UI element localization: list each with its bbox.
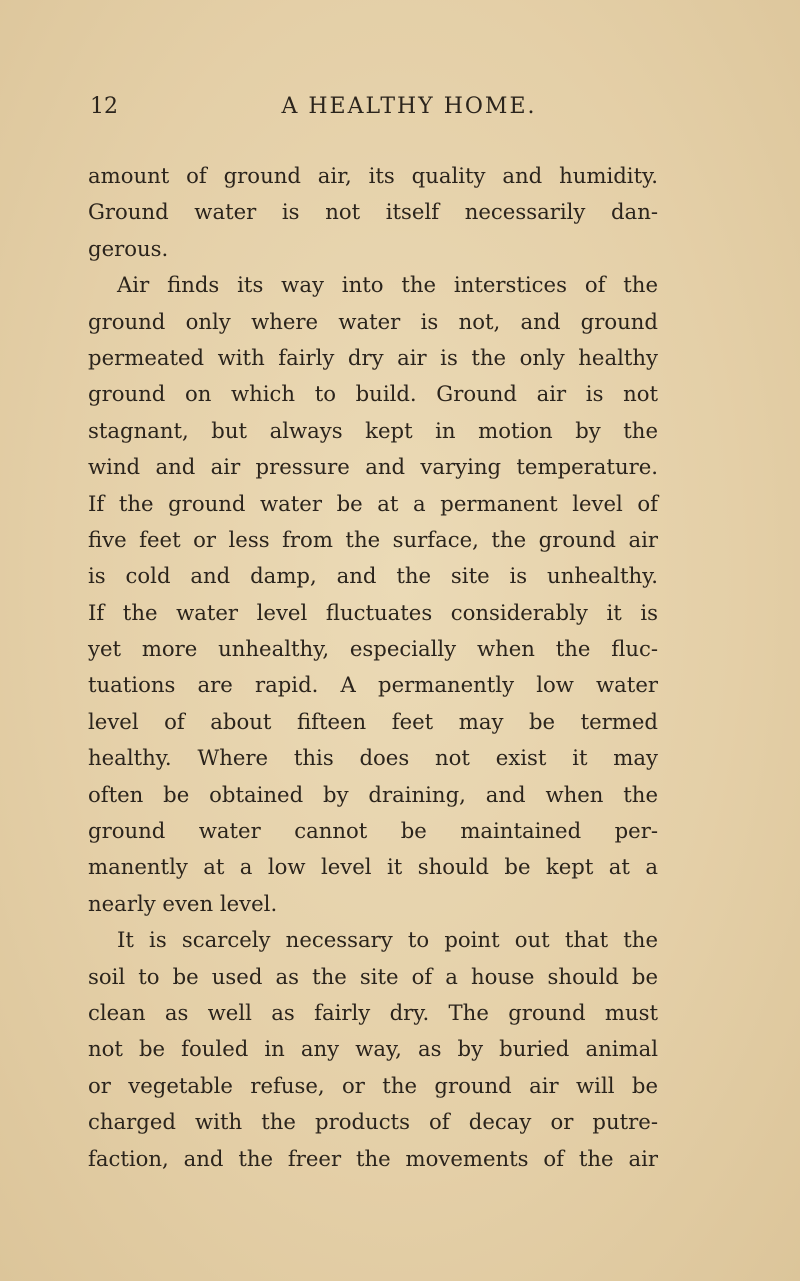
text-line: amount of ground air, its quality and humidity. — [88, 163, 658, 188]
text-line: gerous. — [88, 235, 169, 261]
running-head: A HEALTHY HOME. — [281, 94, 537, 119]
text-line: charged with the products of decay or putre- — [88, 1109, 658, 1135]
text-line: faction, and the freer the movements of the air — [88, 1145, 658, 1171]
text-line: ground only where water is not, and ground — [88, 308, 658, 334]
text-line: stagnant, but always kept in motion by the — [88, 417, 658, 443]
text-line: wind and air pressure and varying temperature. — [88, 454, 658, 480]
text-line: permeated with fairly dry air is the only healthy — [88, 344, 658, 370]
text-line: level of about fifteen feet may be termed — [88, 708, 658, 734]
text-line: Ground water is not itself necessarily dan- — [88, 199, 658, 225]
body-text — [88, 158, 658, 1177]
text-line: not be fouled in any way, as by buried animal — [88, 1036, 658, 1062]
text-line: clean as well as fairly dry. The ground must — [88, 999, 658, 1025]
page-header — [90, 90, 710, 124]
text-line: yet more unhealthy, especially when the fluc- — [88, 636, 658, 662]
text-line: If the ground water be at a permanent level of — [88, 490, 658, 516]
text-line: healthy. Where this does not exist it may — [88, 745, 658, 771]
text-line: or vegetable refuse, or the ground air will be — [88, 1072, 658, 1098]
text-line: soil to be used as the site of a house should be — [88, 963, 658, 989]
page-number: 12 — [90, 94, 118, 119]
text-line: It is scarcely necessary to point out that the — [117, 927, 658, 953]
text-line: nearly even level. — [88, 890, 278, 916]
text-line: tuations are rapid. A permanently low water — [88, 672, 658, 698]
text-line: ground on which to build. Ground air is not — [88, 381, 658, 407]
text-line: often be obtained by draining, and when the — [88, 781, 658, 807]
text-line: manently at a low level it should be kept at a — [88, 854, 658, 880]
text-line: If the water level fluctuates considerably it is — [88, 599, 658, 625]
text-line: five feet or less from the surface, the ground air — [88, 526, 658, 552]
text-line: ground water cannot be maintained per- — [88, 818, 658, 844]
text-line: is cold and damp, and the site is unhealthy. — [88, 563, 658, 589]
text-line: Air finds its way into the interstices of the — [117, 272, 658, 298]
